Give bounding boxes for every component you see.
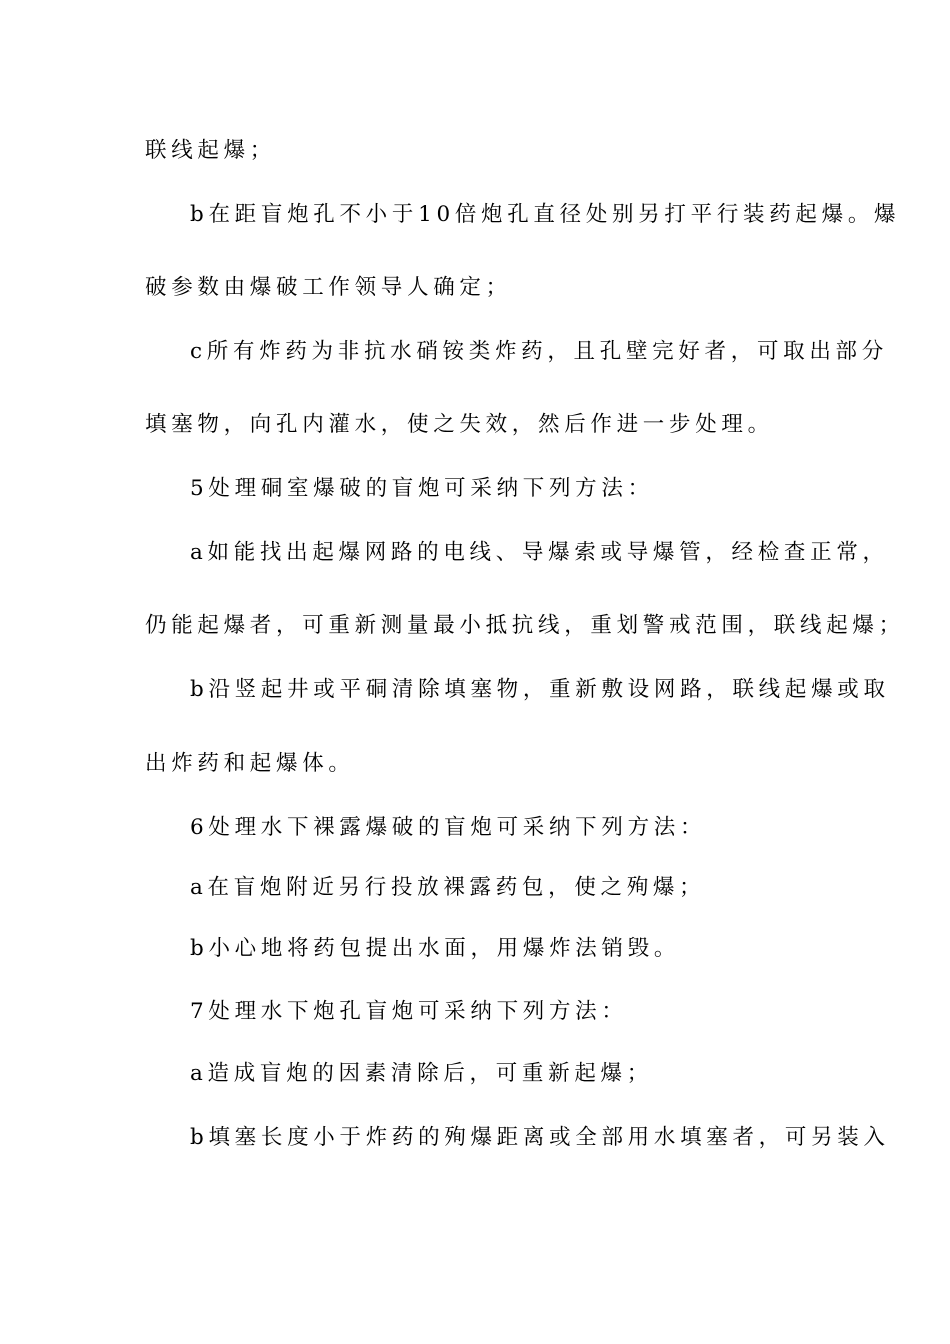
text-line: a如能找出起爆网路的电线、导爆索或导爆管，经检查正常，	[190, 540, 889, 565]
text-line: 破参数由爆破工作领导人确定；	[145, 275, 512, 300]
text-line: 5处理硐室爆破的盲炮可采纳下列方法：	[190, 476, 654, 501]
text-line: b沿竖起井或平硐清除填塞物，重新敷设网路，联线起爆或取	[190, 677, 890, 702]
text-line: 仍能起爆者，可重新测量最小抵抗线，重划警戒范围，联线起爆；	[145, 613, 905, 638]
text-line: b在距盲炮孔不小于10倍炮孔直径处别另打平行装药起爆。爆	[190, 202, 901, 227]
text-line: 出炸药和起爆体。	[145, 751, 355, 776]
text-line: 填塞物，向孔内灌水，使之失效，然后作进一步处理。	[145, 412, 774, 437]
text-line: 7处理水下炮孔盲炮可采纳下列方法：	[190, 999, 628, 1024]
text-line: a造成盲炮的因素清除后，可重新起爆；	[190, 1061, 653, 1086]
text-line: b填塞长度小于炸药的殉爆距离或全部用水填塞者，可另装入	[190, 1125, 890, 1150]
text-line: a在盲炮附近另行投放裸露药包，使之殉爆；	[190, 875, 706, 900]
text-line: b小心地将药包提出水面，用爆炸法销毁。	[190, 936, 681, 961]
text-line: 6处理水下裸露爆破的盲炮可采纳下列方法：	[190, 815, 707, 840]
text-line: 联线起爆；	[145, 138, 277, 163]
text-line: c所有炸药为非抗水硝铵类炸药，且孔壁完好者，可取出部分	[190, 339, 888, 364]
